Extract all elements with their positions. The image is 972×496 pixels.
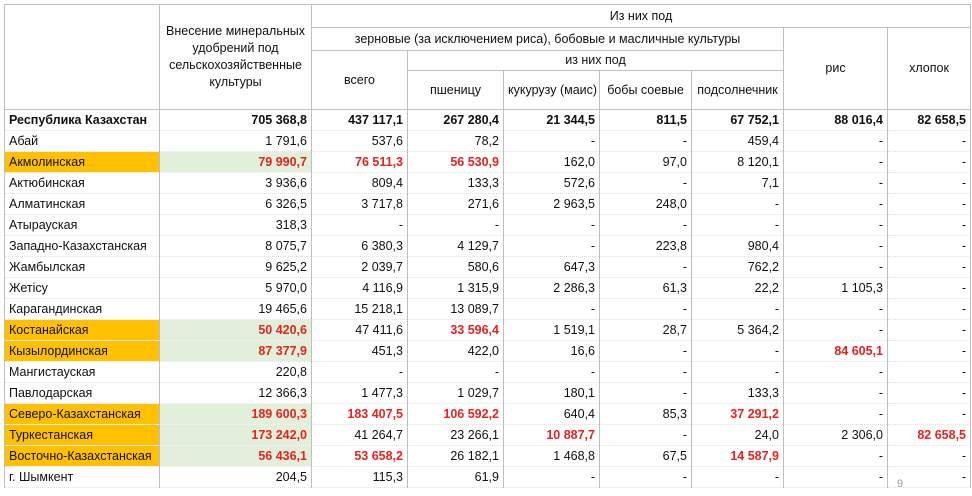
value-cell-wheat: 580,6 [408, 257, 504, 278]
value-cell-fert: 50 420,6 [160, 320, 312, 341]
value-cell-corn: 647,3 [504, 257, 600, 278]
value-cell-fert: 8 075,7 [160, 236, 312, 257]
value-cell-soy: - [600, 131, 692, 152]
total-row [5, 110, 971, 131]
header-iz-nih-pod: Из них под [312, 5, 971, 28]
value-cell-soy: 67,5 [600, 446, 692, 467]
value-cell-cotton: - [888, 362, 971, 383]
value-cell-total: 15 218,1 [312, 299, 408, 320]
page-number: 9 [897, 478, 904, 490]
value-cell-rice: - [784, 299, 888, 320]
value-cell-fert: 189 600,3 [160, 404, 312, 425]
value-cell-sunflower: - [692, 467, 784, 488]
table-row [5, 194, 971, 215]
value-cell-cotton: 82 658,5 [888, 425, 971, 446]
value-cell-soy: - [600, 341, 692, 362]
value-cell-sunflower: - [692, 194, 784, 215]
value-cell-rice: 1 105,3 [784, 278, 888, 299]
value-cell-wheat: 1 315,9 [408, 278, 504, 299]
value-cell-cotton: - [888, 173, 971, 194]
value-cell-rice: - [784, 362, 888, 383]
value-cell-soy: - [600, 257, 692, 278]
value-cell-fert: 173 242,0 [160, 425, 312, 446]
value-cell-corn: - [504, 131, 600, 152]
region-name-cell: Республика Казахстан [5, 110, 160, 131]
table-row [5, 299, 971, 320]
value-cell-cotton: 82 658,5 [888, 110, 971, 131]
value-cell-corn: 572,6 [504, 173, 600, 194]
value-cell-cotton: - [888, 152, 971, 173]
value-cell-total: 183 407,5 [312, 404, 408, 425]
header-zernovye: зерновые (за исключением риса), бобовые и масличные культуры [312, 28, 784, 51]
table-row [5, 341, 971, 362]
value-cell-corn: 21 344,5 [504, 110, 600, 131]
value-cell-rice: - [784, 320, 888, 341]
region-name-cell: Актюбинская [5, 173, 160, 194]
region-name-cell: Жетісу [5, 278, 160, 299]
value-cell-cotton: - [888, 467, 971, 488]
value-cell-soy: 223,8 [600, 236, 692, 257]
value-cell-rice: - [784, 215, 888, 236]
region-name-cell: Костанайская [5, 320, 160, 341]
value-cell-sunflower: 67 752,1 [692, 110, 784, 131]
value-cell-soy: 85,3 [600, 404, 692, 425]
header-podsolnechnik: подсолнечник [692, 71, 784, 110]
value-cell-sunflower: 5 364,2 [692, 320, 784, 341]
value-cell-total: 537,6 [312, 131, 408, 152]
fertilizer-table-container [4, 4, 970, 488]
value-cell-fert: 56 436,1 [160, 446, 312, 467]
table-header [5, 5, 971, 110]
value-cell-wheat: 78,2 [408, 131, 504, 152]
value-cell-soy: 97,0 [600, 152, 692, 173]
value-cell-rice: - [784, 257, 888, 278]
value-cell-wheat: 56 530,9 [408, 152, 504, 173]
value-cell-wheat: 133,3 [408, 173, 504, 194]
value-cell-sunflower: 459,4 [692, 131, 784, 152]
value-cell-wheat: 61,9 [408, 467, 504, 488]
value-cell-fert: 204,5 [160, 467, 312, 488]
value-cell-sunflower: - [692, 299, 784, 320]
value-cell-cotton: - [888, 215, 971, 236]
value-cell-corn: 180,1 [504, 383, 600, 404]
value-cell-cotton: - [888, 131, 971, 152]
value-cell-total: 809,4 [312, 173, 408, 194]
value-cell-cotton: - [888, 320, 971, 341]
header-pshenitsu: пшеницу [408, 71, 504, 110]
value-cell-cotton: - [888, 341, 971, 362]
region-name-cell: Жамбылская [5, 257, 160, 278]
value-cell-soy: - [600, 467, 692, 488]
value-cell-corn: - [504, 467, 600, 488]
value-cell-rice: - [784, 467, 888, 488]
value-cell-cotton: - [888, 236, 971, 257]
value-cell-soy: 248,0 [600, 194, 692, 215]
value-cell-sunflower: 22,2 [692, 278, 784, 299]
region-name-cell: Павлодарская [5, 383, 160, 404]
value-cell-corn: 1 519,1 [504, 320, 600, 341]
value-cell-corn: - [504, 299, 600, 320]
table-row [5, 215, 971, 236]
value-cell-sunflower: 762,2 [692, 257, 784, 278]
value-cell-fert: 1 791,6 [160, 131, 312, 152]
value-cell-fert: 6 326,5 [160, 194, 312, 215]
value-cell-fert: 87 377,9 [160, 341, 312, 362]
value-cell-corn: 162,0 [504, 152, 600, 173]
value-cell-sunflower: 7,1 [692, 173, 784, 194]
value-cell-total: 115,3 [312, 467, 408, 488]
value-cell-rice: 2 306,0 [784, 425, 888, 446]
region-name-cell: г. Шымкент [5, 467, 160, 488]
value-cell-wheat: 4 129,7 [408, 236, 504, 257]
value-cell-total: 3 717,8 [312, 194, 408, 215]
value-cell-corn: 16,6 [504, 341, 600, 362]
value-cell-sunflower: - [692, 362, 784, 383]
value-cell-corn: 10 887,7 [504, 425, 600, 446]
header-boby: бобы соевые [600, 71, 692, 110]
table-row [5, 236, 971, 257]
value-cell-sunflower: - [692, 215, 784, 236]
region-name-cell: Восточно-Казахстанская [5, 446, 160, 467]
value-cell-total: 4 116,9 [312, 278, 408, 299]
value-cell-fert: 12 366,3 [160, 383, 312, 404]
value-cell-rice: - [784, 173, 888, 194]
value-cell-wheat: 26 182,1 [408, 446, 504, 467]
value-cell-soy: - [600, 425, 692, 446]
region-name-cell: Алматинская [5, 194, 160, 215]
table-row [5, 446, 971, 467]
table-row [5, 362, 971, 383]
value-cell-corn: 640,4 [504, 404, 600, 425]
value-cell-fert: 3 936,6 [160, 173, 312, 194]
value-cell-wheat: 1 029,7 [408, 383, 504, 404]
value-cell-wheat: 267 280,4 [408, 110, 504, 131]
region-name-cell: Карагандинская [5, 299, 160, 320]
region-name-cell: Акмолинская [5, 152, 160, 173]
header-vsego: всего [312, 51, 408, 110]
table-row [5, 383, 971, 404]
value-cell-cotton: - [888, 383, 971, 404]
table-row [5, 152, 971, 173]
value-cell-rice: 84 605,1 [784, 341, 888, 362]
value-cell-fert: 9 625,2 [160, 257, 312, 278]
value-cell-corn: 1 468,8 [504, 446, 600, 467]
value-cell-wheat: 271,6 [408, 194, 504, 215]
header-region-cell [5, 5, 160, 110]
value-cell-fert: 79 990,7 [160, 152, 312, 173]
value-cell-sunflower: 980,4 [692, 236, 784, 257]
table-row [5, 404, 971, 425]
table-body [5, 110, 971, 488]
value-cell-total: - [312, 362, 408, 383]
value-cell-total: 47 411,6 [312, 320, 408, 341]
value-cell-sunflower: 37 291,2 [692, 404, 784, 425]
value-cell-soy: 61,3 [600, 278, 692, 299]
header-iz-nih-pod-sub: из них под [408, 51, 784, 71]
value-cell-wheat: - [408, 215, 504, 236]
table-row [5, 257, 971, 278]
value-cell-wheat: 422,0 [408, 341, 504, 362]
value-cell-total: - [312, 215, 408, 236]
value-cell-soy: 28,7 [600, 320, 692, 341]
table-row [5, 173, 971, 194]
header-ris: рис [784, 28, 888, 110]
value-cell-rice: - [784, 236, 888, 257]
value-cell-fert: 705 368,8 [160, 110, 312, 131]
value-cell-cotton: - [888, 404, 971, 425]
value-cell-sunflower: 14 587,9 [692, 446, 784, 467]
value-cell-rice: - [784, 131, 888, 152]
value-cell-total: 41 264,7 [312, 425, 408, 446]
value-cell-cotton: - [888, 257, 971, 278]
value-cell-soy: - [600, 173, 692, 194]
value-cell-soy: - [600, 299, 692, 320]
value-cell-sunflower: 8 120,1 [692, 152, 784, 173]
table-row [5, 278, 971, 299]
value-cell-rice: - [784, 194, 888, 215]
value-cell-soy: 811,5 [600, 110, 692, 131]
table-row [5, 131, 971, 152]
value-cell-fert: 19 465,6 [160, 299, 312, 320]
value-cell-wheat: 23 266,1 [408, 425, 504, 446]
header-kukuruzu: кукурузу (маис) [504, 71, 600, 110]
region-name-cell: Абай [5, 131, 160, 152]
region-name-cell: Туркестанская [5, 425, 160, 446]
fertilizer-table [4, 4, 971, 488]
value-cell-total: 437 117,1 [312, 110, 408, 131]
region-name-cell: Кызылординская [5, 341, 160, 362]
value-cell-wheat: 106 592,2 [408, 404, 504, 425]
value-cell-fert: 5 970,0 [160, 278, 312, 299]
value-cell-sunflower: 24,0 [692, 425, 784, 446]
value-cell-wheat: 33 596,4 [408, 320, 504, 341]
value-cell-corn: 2 963,5 [504, 194, 600, 215]
value-cell-wheat: - [408, 362, 504, 383]
value-cell-rice: 88 016,4 [784, 110, 888, 131]
value-cell-corn: - [504, 362, 600, 383]
value-cell-fert: 318,3 [160, 215, 312, 236]
value-cell-rice: - [784, 152, 888, 173]
value-cell-total: 6 380,3 [312, 236, 408, 257]
value-cell-soy: - [600, 215, 692, 236]
region-name-cell: Западно-Казахстанская [5, 236, 160, 257]
header-hlopok: хлопок [888, 28, 971, 110]
header-fertilizer: Внесение минеральных удобрений под сельскохозяйственные культуры [160, 5, 312, 110]
value-cell-cotton: - [888, 299, 971, 320]
value-cell-corn: 2 286,3 [504, 278, 600, 299]
value-cell-rice: - [784, 383, 888, 404]
value-cell-total: 53 658,2 [312, 446, 408, 467]
value-cell-sunflower: 133,3 [692, 383, 784, 404]
value-cell-total: 1 477,3 [312, 383, 408, 404]
value-cell-corn: - [504, 215, 600, 236]
value-cell-cotton: - [888, 194, 971, 215]
table-row [5, 425, 971, 446]
value-cell-rice: - [784, 404, 888, 425]
value-cell-rice: - [784, 446, 888, 467]
value-cell-corn: - [504, 236, 600, 257]
region-name-cell: Мангистауская [5, 362, 160, 383]
value-cell-total: 2 039,7 [312, 257, 408, 278]
table-row [5, 467, 971, 488]
value-cell-cotton: - [888, 446, 971, 467]
value-cell-soy: - [600, 383, 692, 404]
value-cell-total: 76 511,3 [312, 152, 408, 173]
region-name-cell: Атырауская [5, 215, 160, 236]
value-cell-fert: 220,8 [160, 362, 312, 383]
table-row [5, 320, 971, 341]
value-cell-total: 451,3 [312, 341, 408, 362]
value-cell-sunflower: - [692, 341, 784, 362]
region-name-cell: Северо-Казахстанская [5, 404, 160, 425]
value-cell-wheat: 13 089,7 [408, 299, 504, 320]
value-cell-cotton: - [888, 278, 971, 299]
value-cell-soy: - [600, 362, 692, 383]
